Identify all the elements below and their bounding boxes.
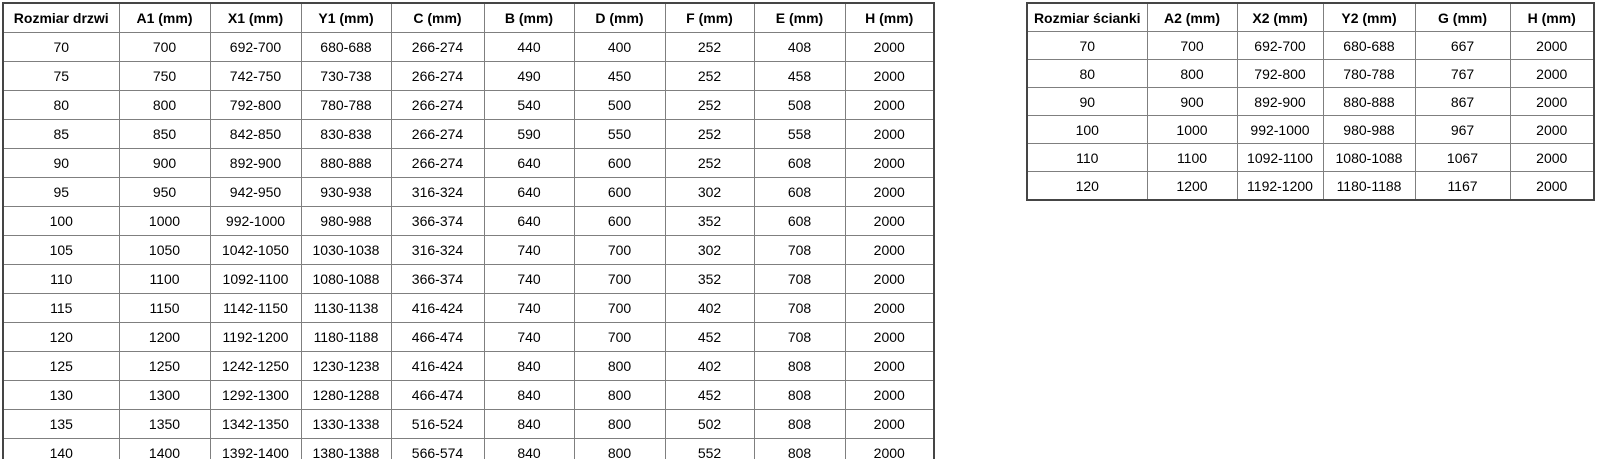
- table-cell: 700: [574, 323, 665, 352]
- table-cell: 2000: [845, 236, 934, 265]
- table-cell: 1092-1100: [1237, 144, 1323, 172]
- table-row: [3, 381, 934, 410]
- table-cell: 558: [754, 120, 845, 149]
- table-cell: 1392-1400: [210, 439, 301, 459]
- table-cell: 867: [1415, 88, 1510, 116]
- table-cell: 980-988: [301, 207, 391, 236]
- column-header: X2 (mm): [1237, 3, 1323, 32]
- table-row: [1027, 116, 1594, 144]
- header-row: [3, 3, 934, 33]
- table-cell: 930-938: [301, 178, 391, 207]
- table-cell: 452: [665, 381, 754, 410]
- table-cell: 2000: [1510, 88, 1594, 116]
- table-cell: 75: [3, 62, 119, 91]
- table-cell: 500: [574, 91, 665, 120]
- table-cell: 120: [3, 323, 119, 352]
- table-cell: 700: [574, 265, 665, 294]
- table-cell: 692-700: [210, 33, 301, 62]
- table-cell: 2000: [845, 120, 934, 149]
- table-cell: 608: [754, 207, 845, 236]
- table-cell: 90: [3, 149, 119, 178]
- table-row: [3, 294, 934, 323]
- table-cell: 608: [754, 149, 845, 178]
- table-row: [1027, 144, 1594, 172]
- table-cell: 516-524: [391, 410, 484, 439]
- column-header: H (mm): [845, 3, 934, 33]
- table-cell: 2000: [845, 439, 934, 459]
- table-cell: 900: [1147, 88, 1237, 116]
- table-cell: 566-574: [391, 439, 484, 459]
- table-cell: 967: [1415, 116, 1510, 144]
- table-cell: 1292-1300: [210, 381, 301, 410]
- table-cell: 700: [574, 236, 665, 265]
- table-cell: 125: [3, 352, 119, 381]
- table-cell: 600: [574, 207, 665, 236]
- table-cell: 800: [574, 352, 665, 381]
- column-header: E (mm): [754, 3, 845, 33]
- table-cell: 450: [574, 62, 665, 91]
- table-cell: 1350: [119, 410, 210, 439]
- table-cell: 70: [1027, 32, 1147, 60]
- table-row: [1027, 32, 1594, 60]
- table-cell: 2000: [1510, 144, 1594, 172]
- column-header: Rozmiar drzwi: [3, 3, 119, 33]
- table-cell: 95: [3, 178, 119, 207]
- table-cell: 892-900: [1237, 88, 1323, 116]
- table-cell: 2000: [845, 178, 934, 207]
- column-header: H (mm): [1510, 3, 1594, 32]
- table-cell: 767: [1415, 60, 1510, 88]
- table-cell: 1342-1350: [210, 410, 301, 439]
- table-cell: 2000: [845, 149, 934, 178]
- table-cell: 100: [1027, 116, 1147, 144]
- table-cell: 100: [3, 207, 119, 236]
- table-cell: 880-888: [301, 149, 391, 178]
- table-cell: 490: [484, 62, 574, 91]
- table-cell: 840: [484, 439, 574, 459]
- column-header: Rozmiar ścianki: [1027, 3, 1147, 32]
- table-cell: 316-324: [391, 236, 484, 265]
- table-row: [3, 207, 934, 236]
- table-cell: 115: [3, 294, 119, 323]
- table-cell: 120: [1027, 172, 1147, 201]
- table-cell: 266-274: [391, 33, 484, 62]
- table-cell: 366-374: [391, 207, 484, 236]
- table-cell: 740: [484, 236, 574, 265]
- column-header: Y2 (mm): [1323, 3, 1415, 32]
- table-cell: 842-850: [210, 120, 301, 149]
- table-cell: 1167: [1415, 172, 1510, 201]
- column-header: D (mm): [574, 3, 665, 33]
- table-cell: 316-324: [391, 178, 484, 207]
- table-cell: 708: [754, 265, 845, 294]
- table-cell: 640: [484, 149, 574, 178]
- table-cell: 440: [484, 33, 574, 62]
- table-cell: 700: [1147, 32, 1237, 60]
- table-cell: 70: [3, 33, 119, 62]
- table-cell: 85: [3, 120, 119, 149]
- table-cell: 1180-1188: [301, 323, 391, 352]
- table-cell: 680-688: [1323, 32, 1415, 60]
- table-cell: 992-1000: [1237, 116, 1323, 144]
- table-row: [3, 91, 934, 120]
- column-header: Y1 (mm): [301, 3, 391, 33]
- column-header: X1 (mm): [210, 3, 301, 33]
- header-row: [1027, 3, 1594, 32]
- door-dimensions-table: [2, 2, 935, 459]
- table-row: [1027, 88, 1594, 116]
- table-cell: 2000: [845, 410, 934, 439]
- table-cell: 408: [754, 33, 845, 62]
- table-cell: 680-688: [301, 33, 391, 62]
- table-row: [3, 323, 934, 352]
- table-cell: 1200: [1147, 172, 1237, 201]
- table-cell: 1280-1288: [301, 381, 391, 410]
- table-cell: 800: [119, 91, 210, 120]
- table-cell: 590: [484, 120, 574, 149]
- table-cell: 110: [1027, 144, 1147, 172]
- table-cell: 708: [754, 236, 845, 265]
- table-cell: 2000: [845, 381, 934, 410]
- table-cell: 692-700: [1237, 32, 1323, 60]
- table-cell: 808: [754, 381, 845, 410]
- table-cell: 892-900: [210, 149, 301, 178]
- table-cell: 950: [119, 178, 210, 207]
- table-row: [3, 410, 934, 439]
- table-cell: 2000: [845, 352, 934, 381]
- table-cell: 1330-1338: [301, 410, 391, 439]
- table-cell: 400: [574, 33, 665, 62]
- table-cell: 840: [484, 410, 574, 439]
- table-cell: 80: [3, 91, 119, 120]
- table-cell: 700: [574, 294, 665, 323]
- table-cell: 466-474: [391, 323, 484, 352]
- table-cell: 1050: [119, 236, 210, 265]
- table-cell: 466-474: [391, 381, 484, 410]
- table-cell: 608: [754, 178, 845, 207]
- table-cell: 640: [484, 207, 574, 236]
- table-cell: 1150: [119, 294, 210, 323]
- table-cell: 1000: [1147, 116, 1237, 144]
- table-cell: 1192-1200: [210, 323, 301, 352]
- table-cell: 252: [665, 149, 754, 178]
- table-cell: 840: [484, 352, 574, 381]
- table-cell: 302: [665, 178, 754, 207]
- table-cell: 700: [119, 33, 210, 62]
- table-cell: 540: [484, 91, 574, 120]
- table-cell: 90: [1027, 88, 1147, 116]
- table-cell: 2000: [845, 33, 934, 62]
- table-row: [3, 120, 934, 149]
- table-cell: 600: [574, 149, 665, 178]
- table-row: [3, 62, 934, 91]
- table-cell: 1000: [119, 207, 210, 236]
- table-cell: 352: [665, 265, 754, 294]
- table-cell: 508: [754, 91, 845, 120]
- table-cell: 2000: [1510, 172, 1594, 201]
- table-cell: 708: [754, 323, 845, 352]
- table-cell: 266-274: [391, 149, 484, 178]
- table-cell: 1200: [119, 323, 210, 352]
- table-row: [1027, 172, 1594, 201]
- table-cell: 2000: [1510, 32, 1594, 60]
- table-cell: 1300: [119, 381, 210, 410]
- table-cell: 1192-1200: [1237, 172, 1323, 201]
- table-cell: 792-800: [210, 91, 301, 120]
- table-cell: 302: [665, 236, 754, 265]
- table-row: [3, 265, 934, 294]
- table-row: [3, 178, 934, 207]
- table-cell: 740: [484, 294, 574, 323]
- table-cell: 1030-1038: [301, 236, 391, 265]
- table-cell: 140: [3, 439, 119, 459]
- table-cell: 80: [1027, 60, 1147, 88]
- table-cell: 110: [3, 265, 119, 294]
- table-cell: 800: [574, 381, 665, 410]
- table-row: [3, 33, 934, 62]
- table-cell: 880-888: [1323, 88, 1415, 116]
- table-cell: 840: [484, 381, 574, 410]
- table-cell: 2000: [845, 294, 934, 323]
- table-cell: 2000: [845, 265, 934, 294]
- column-header: A2 (mm): [1147, 3, 1237, 32]
- table-cell: 2000: [845, 323, 934, 352]
- table-row: [3, 149, 934, 178]
- table-cell: 850: [119, 120, 210, 149]
- table-cell: 252: [665, 62, 754, 91]
- table-row: [3, 439, 934, 459]
- table-cell: 1180-1188: [1323, 172, 1415, 201]
- table-cell: 1100: [1147, 144, 1237, 172]
- table-cell: 1230-1238: [301, 352, 391, 381]
- table-cell: 808: [754, 410, 845, 439]
- table-cell: 792-800: [1237, 60, 1323, 88]
- table-cell: 980-988: [1323, 116, 1415, 144]
- table-cell: 830-838: [301, 120, 391, 149]
- table-cell: 1092-1100: [210, 265, 301, 294]
- table-cell: 416-424: [391, 294, 484, 323]
- column-header: G (mm): [1415, 3, 1510, 32]
- table-cell: 1380-1388: [301, 439, 391, 459]
- table-cell: 1067: [1415, 144, 1510, 172]
- table-cell: 252: [665, 120, 754, 149]
- table-cell: 1242-1250: [210, 352, 301, 381]
- table-cell: 130: [3, 381, 119, 410]
- table-cell: 502: [665, 410, 754, 439]
- table-cell: 750: [119, 62, 210, 91]
- table-cell: 252: [665, 33, 754, 62]
- table-cell: 266-274: [391, 120, 484, 149]
- table-cell: 808: [754, 439, 845, 459]
- table-cell: 458: [754, 62, 845, 91]
- table-cell: 900: [119, 149, 210, 178]
- table-cell: 667: [1415, 32, 1510, 60]
- table-cell: 808: [754, 352, 845, 381]
- table-cell: 1130-1138: [301, 294, 391, 323]
- table-cell: 135: [3, 410, 119, 439]
- table-cell: 2000: [845, 91, 934, 120]
- table-row: [3, 352, 934, 381]
- table-cell: 740: [484, 323, 574, 352]
- table-cell: 1080-1088: [1323, 144, 1415, 172]
- table-cell: 1080-1088: [301, 265, 391, 294]
- table-cell: 416-424: [391, 352, 484, 381]
- table-cell: 1400: [119, 439, 210, 459]
- wall-dimensions-table: [1026, 2, 1595, 201]
- table-cell: 740: [484, 265, 574, 294]
- table-cell: 402: [665, 352, 754, 381]
- table-cell: 992-1000: [210, 207, 301, 236]
- table-cell: 402: [665, 294, 754, 323]
- table-row: [3, 236, 934, 265]
- table-cell: 780-788: [301, 91, 391, 120]
- table-cell: 266-274: [391, 91, 484, 120]
- column-header: B (mm): [484, 3, 574, 33]
- table-cell: 2000: [1510, 116, 1594, 144]
- column-header: C (mm): [391, 3, 484, 33]
- table-cell: 1042-1050: [210, 236, 301, 265]
- table-cell: 780-788: [1323, 60, 1415, 88]
- table-cell: 552: [665, 439, 754, 459]
- table-cell: 800: [1147, 60, 1237, 88]
- table-cell: 640: [484, 178, 574, 207]
- table-cell: 550: [574, 120, 665, 149]
- column-header: F (mm): [665, 3, 754, 33]
- table-row: [1027, 60, 1594, 88]
- table-cell: 252: [665, 91, 754, 120]
- table-cell: 366-374: [391, 265, 484, 294]
- table-cell: 352: [665, 207, 754, 236]
- table-cell: 1142-1150: [210, 294, 301, 323]
- table-cell: 1100: [119, 265, 210, 294]
- table-cell: 2000: [845, 207, 934, 236]
- table-cell: 266-274: [391, 62, 484, 91]
- table-cell: 105: [3, 236, 119, 265]
- table-cell: 708: [754, 294, 845, 323]
- table-cell: 730-738: [301, 62, 391, 91]
- table-cell: 2000: [845, 62, 934, 91]
- table-cell: 800: [574, 439, 665, 459]
- table-cell: 600: [574, 178, 665, 207]
- table-cell: 800: [574, 410, 665, 439]
- table-cell: 2000: [1510, 60, 1594, 88]
- column-header: A1 (mm): [119, 3, 210, 33]
- table-cell: 742-750: [210, 62, 301, 91]
- table-cell: 1250: [119, 352, 210, 381]
- table-cell: 452: [665, 323, 754, 352]
- table-cell: 942-950: [210, 178, 301, 207]
